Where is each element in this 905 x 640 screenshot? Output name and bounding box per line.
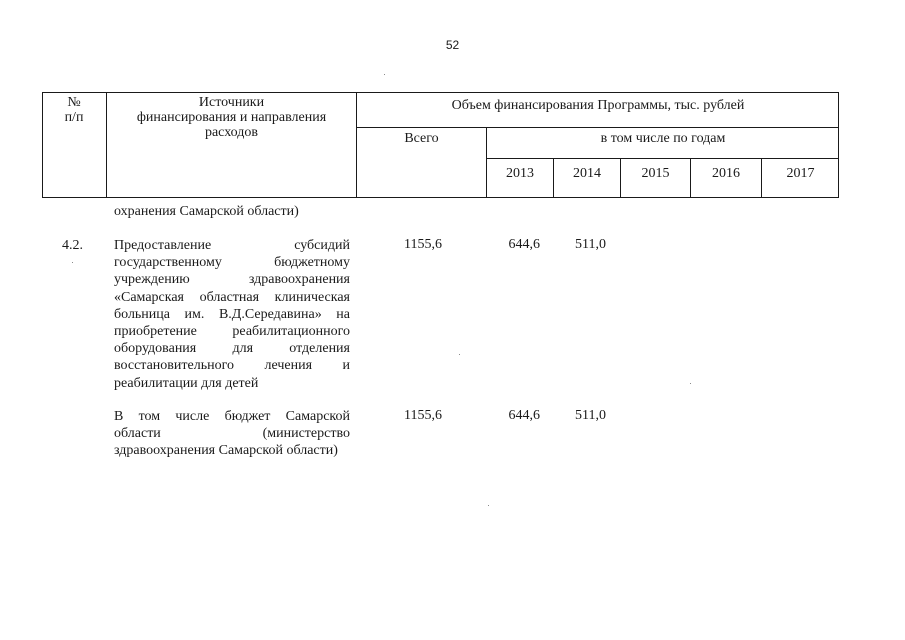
header-col-volume: Объем финансирования Программы, тыс. рублей — [451, 98, 745, 113]
scan-speck — [72, 262, 73, 263]
row-text: В том числе бюджет Самарской области (министерство здравоохранения Самарской области) — [114, 409, 350, 459]
scan-speck — [384, 74, 385, 75]
scan-speck — [488, 505, 489, 506]
row-2014: 511,0 — [575, 237, 606, 252]
scan-speck — [690, 383, 691, 384]
row-text: Предоставление субсидий государственному бюджетному учреждению здравоохранения «Самарская областная клиническая больница им. В.Д.Середавина» на приобретение реабилитационного оборудования для отделения восстановительного лечения и реабилитации для детей — [114, 238, 350, 391]
header-col-number: № п/п — [64, 95, 84, 125]
row-text: охранения Самарской области) — [114, 204, 299, 219]
header-col-by-years: в том числе по годам — [600, 131, 726, 146]
row-total: 1155,6 — [404, 237, 442, 252]
row-total: 1155,6 — [404, 408, 442, 423]
header-year: 2013 — [506, 166, 534, 181]
row-number: 4.2. — [62, 238, 83, 253]
header-year: 2017 — [786, 166, 815, 181]
header-col-total: Всего — [404, 131, 439, 146]
header-divider — [486, 158, 839, 159]
row-2013: 644,6 — [508, 408, 540, 423]
header-year: 2016 — [712, 166, 740, 181]
header-year: 2014 — [573, 166, 601, 181]
row-2014: 511,0 — [575, 408, 606, 423]
scan-speck — [459, 354, 460, 355]
row-2013: 644,6 — [508, 237, 540, 252]
page-number: 52 — [445, 38, 460, 52]
header-col-sources: Источники финансирования и направления расходов — [136, 95, 327, 140]
header-year: 2015 — [641, 166, 670, 181]
header-divider — [356, 127, 839, 128]
